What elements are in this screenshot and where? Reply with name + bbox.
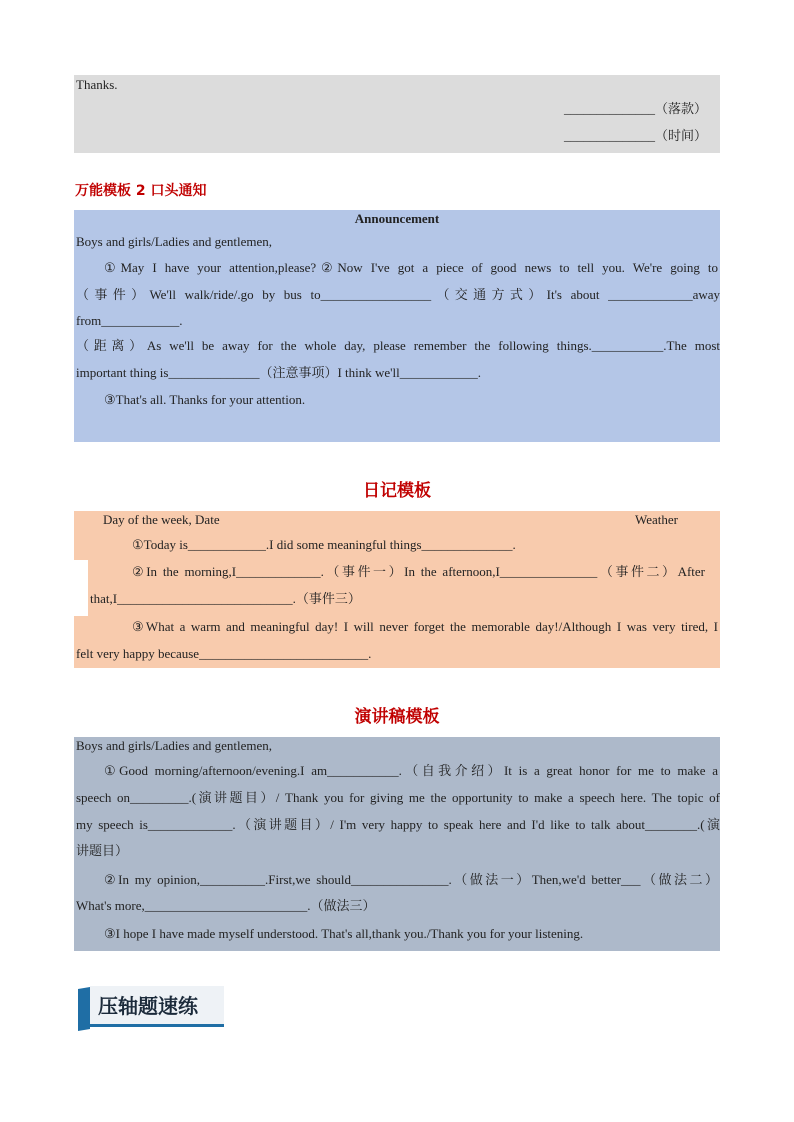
- announcement-line-1: ①May I have your attention,please?②Now I've got a piece of good news to tell you. We're going to: [104, 260, 718, 275]
- banner-label: 压轴题速练: [98, 994, 198, 1018]
- speech-box: [74, 737, 720, 951]
- date-line: ______________（时间）: [564, 128, 708, 143]
- announcement-line-3: from____________.: [76, 313, 183, 328]
- diary-date-label: Day of the week, Date: [103, 512, 220, 527]
- announcement-line-2: （事件）We'll walk/ride/.go by bus to_________________（交通方式）It's about _____________away: [76, 287, 720, 302]
- announcement-title: Announcement: [354, 211, 440, 226]
- banner-tab-shape: [78, 987, 90, 1031]
- template2-heading: 万能模板 2 口头通知: [75, 183, 207, 199]
- speech-line-7: ③I hope I have made myself understood. That's all,thank you./Thank you for your listening.: [104, 926, 584, 941]
- diary-line-2: ②In the morning,I_____________.（事件一）In the afternoon,I_______________（事件二）After: [132, 564, 705, 579]
- announcement-line-6: ③That's all. Thanks for your attention.: [104, 392, 306, 407]
- announcement-line-4: （距离）As we'll be away for the whole day, please remember the following things.___________.The most: [76, 338, 720, 353]
- section-banner: [78, 982, 224, 1030]
- letter-closing-box: [74, 75, 720, 153]
- diary-weather-label: Weather: [635, 512, 678, 527]
- diary-line-1: ①Today is____________.I did some meaningful things______________.: [132, 537, 516, 552]
- speech-greeting: Boys and girls/Ladies and gentlemen,: [76, 738, 273, 753]
- speech-line-1: ①Good morning/afternoon/evening.I am___________.（自我介绍）It is a great honor for me to make a: [104, 763, 718, 778]
- speech-heading: 演讲稿模板: [354, 707, 440, 727]
- speech-line-5: ②In my opinion,__________.First,we should_______________.（做法一）Then,we'd better___（做法二）: [104, 872, 718, 887]
- diary-line-5: felt very happy because__________________________.: [76, 646, 372, 661]
- diary-box-notch: [74, 560, 88, 616]
- announcement-greeting: Boys and girls/Ladies and gentlemen,: [76, 234, 273, 249]
- diary-heading: 日记模板: [363, 481, 431, 501]
- diary-box: [74, 511, 720, 668]
- thanks-text: Thanks.: [76, 77, 118, 92]
- signature-line: ______________（落款）: [564, 101, 708, 116]
- speech-line-3: my speech is_____________.（演讲题目）/ I'm very happy to speak here and I'd like to talk about________.(演: [76, 817, 720, 832]
- speech-line-2: speech on_________.(演讲题目）/ Thank you for giving me the opportunity to make a speech here. The topic of: [76, 790, 720, 805]
- announcement-line-5: important thing is______________（注意事项）I think we'll____________.: [76, 365, 481, 380]
- diary-line-3: that,I___________________________.（事件三）: [90, 591, 361, 606]
- speech-line-6: What's more,_________________________.（做法三）: [76, 898, 376, 913]
- speech-line-4: 讲题目）: [76, 843, 129, 858]
- diary-line-4: ③What a warm and meaningful day! I will never forget the memorable day!/Although I was very tired, I: [132, 619, 718, 634]
- announcement-box: [74, 210, 720, 442]
